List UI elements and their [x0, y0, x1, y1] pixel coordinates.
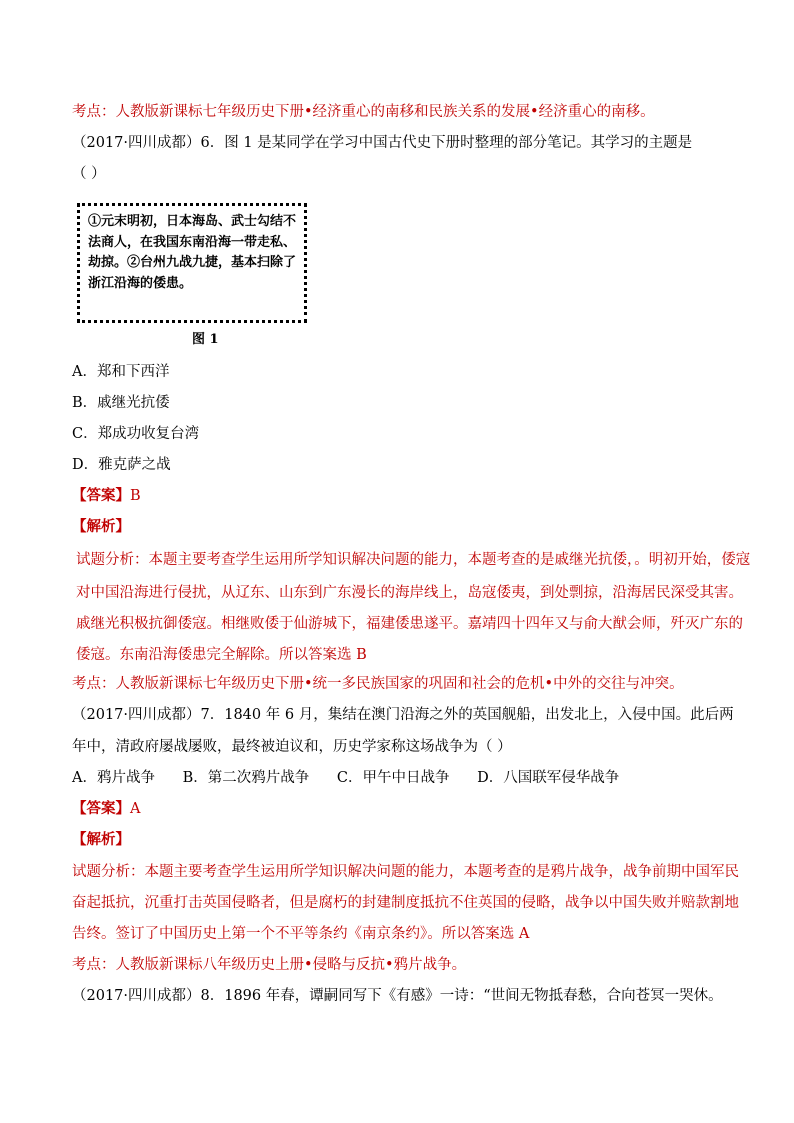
q6-option-c: C．郑成功收复台湾	[72, 426, 200, 442]
q6-option-d: D．雅克萨之战	[72, 457, 171, 473]
q5-kaodian: 考点：人教版新课标七年级历史下册•经济重心的南移和民族关系的发展•经济重心的南移。	[72, 104, 655, 120]
q6-option-a: A．郑和下西洋	[72, 364, 170, 380]
q6-figure-caption: 图 1	[192, 332, 219, 347]
q6-answer	[72, 486, 141, 506]
q7-stem-line1: （2017·四川成都）7．1840 年 6 月，集结在澳门沿海之外的英国舰船，出发北上，入侵中国。此后两	[72, 707, 734, 723]
q7-stem-line2: 年中，清政府屡战屡败，最终被迫议和，历史学家称这场战争为（ ）	[72, 739, 512, 755]
q6-answer-label: 【答案】	[72, 487, 130, 504]
q7-analysis-line2: 奋起抵抗，沉重打击英国侵略者，但是腐朽的封建制度抵抗不住英国的侵略，战争以中国失败并赔款割地	[72, 895, 739, 911]
q7-answer	[72, 799, 140, 819]
q7-options: A．鸦片战争 B．第二次鸦片战争 C．甲午中日战争 D．八国联军侵华战争	[72, 770, 620, 786]
q7-analysis-label: 【解析】	[72, 831, 130, 848]
q6-analysis-line3: 戚继光积极抗御倭寇。相继败倭于仙游城下，福建倭患遂平。嘉靖四十四年又与俞大猷会师，歼灭广东的	[76, 616, 743, 632]
q7-kaodian: 考点：人教版新课标八年级历史上册•侵略与反抗•鸦片战争。	[72, 957, 467, 973]
q7-answer-label: 【答案】	[72, 800, 130, 817]
q6-answer-value: B	[130, 488, 141, 504]
q6-analysis-line1: 试题分析：本题主要考查学生运用所学知识解决问题的能力，本题考查的是戚继光抗倭，。明初开始，倭寇	[76, 552, 751, 568]
q6-analysis-line2: 对中国沿海进行侵扰，从辽东、山东到广东漫长的海岸线上，岛寇倭夷，到处剽掠，沿海居民深受其害。	[76, 585, 743, 601]
q8-stem-line1: （2017·四川成都）8．1896 年春，谭嗣同写下《有感》一诗：“世间无物抵春愁，合向苍冥一哭休。	[72, 988, 723, 1004]
q6-stem-line1: （2017·四川成都）6．图 1 是某同学在学习中国古代史下册时整理的部分笔记。其学习的主题是	[72, 135, 693, 151]
q6-figure-note: ①元末明初，日本海岛、武士勾结不法商人，在我国东南沿海一带走私、劫掠。②台州九战九捷，基本扫除了浙江沿海的倭患。	[77, 203, 307, 323]
q6-analysis-label: 【解析】	[72, 518, 130, 535]
q6-kaodian: 考点：人教版新课标七年级历史下册•统一多民族国家的巩固和社会的危机•中外的交往与冲突。	[72, 676, 684, 692]
q7-analysis-line1: 试题分析：本题主要考查学生运用所学知识解决问题的能力，本题考查的是鸦片战争，战争前期中国军民	[72, 864, 739, 880]
q7-answer-value: A	[130, 801, 141, 817]
q6-stem-line2: （ ）	[72, 166, 106, 182]
q7-analysis-line3: 告终。签订了中国历史上第一个不平等条约《南京条约》。所以答案选 A	[72, 926, 530, 942]
q6-analysis-line4: 倭寇。东南沿海倭患完全解除。所以答案选 B	[76, 647, 367, 663]
q6-option-b: B．戚继光抗倭	[72, 395, 170, 411]
